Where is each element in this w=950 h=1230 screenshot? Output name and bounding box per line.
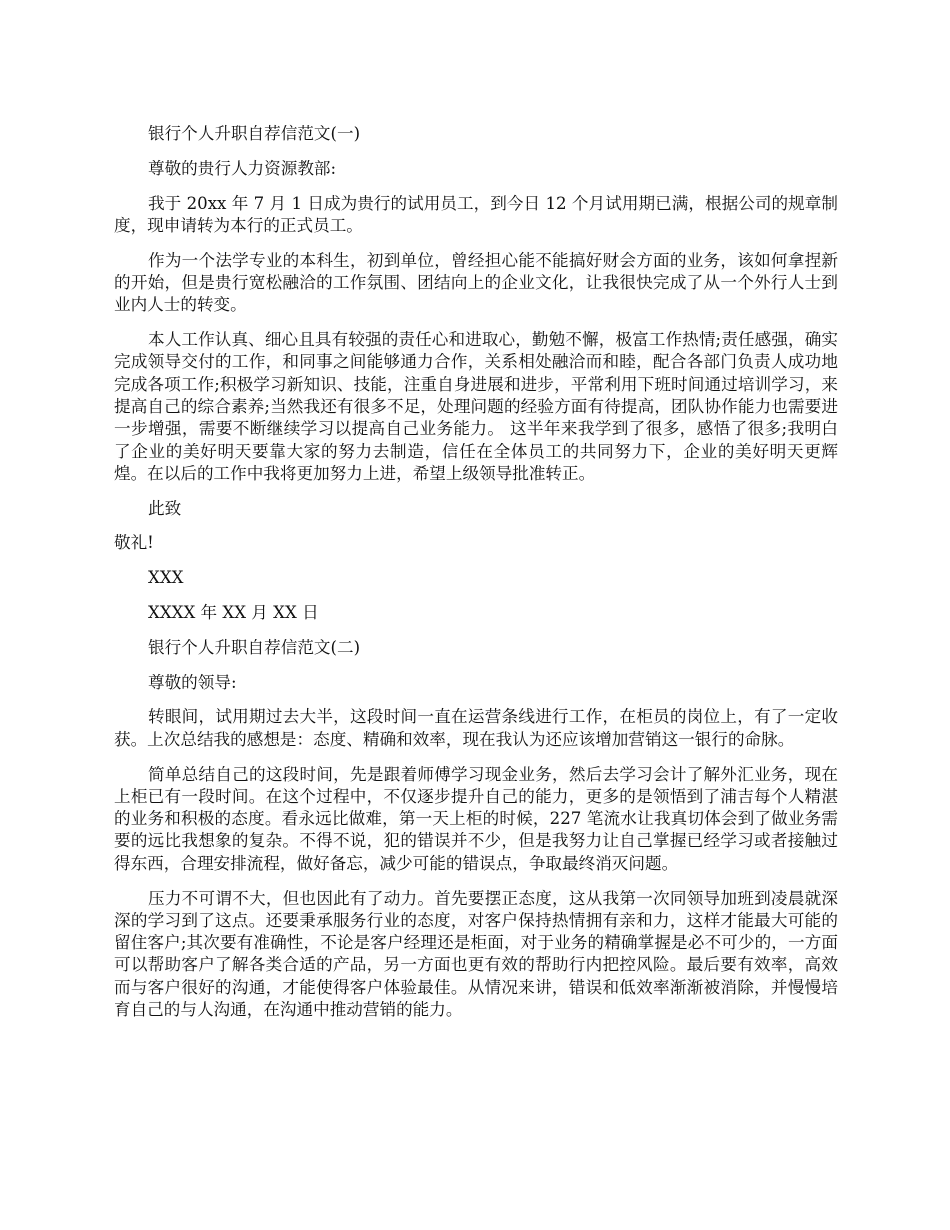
letter1-paragraph-2: 作为一个法学专业的本科生，初到单位，曾经担心能不能搞好财会方面的业务，该如何拿捏新的开始，但是贵行宽松融洽的工作氛围、团结向上的企业文化，让我很快完成了从一个外行人士到业内人士的转变。 xyxy=(114,250,838,315)
letter1-signature: XXX xyxy=(148,568,184,588)
letter1-regards: 敬礼! xyxy=(114,533,154,553)
letter2-paragraph-3: 压力不可谓不大，但也因此有了动力。首先要摆正态度，这从我第一次同领导加班到凌晨就深深的学习到了这点。还要秉承服务行业的态度，对客户保持热情拥有亲和力，这样才能最大可能的留住客户;其次要有准确性，不论是客户经理还是柜面，对于业务的精确掌握是必不可少的，一方面可以帮助客户了解各类合适的产品，另一方面也更有效的帮助行内把控风险。最后要有效率，高效而与客户很好的沟通，才能使得客户体验最佳。从情况来讲，错误和低效率渐渐被消除，并慢慢培育自己的与人沟通，在沟通中推动营销的能力。 xyxy=(114,888,838,1019)
letter1-closing: 此致 xyxy=(148,498,182,518)
letter1-title: 银行个人升职自荐信范文(一) xyxy=(148,124,361,143)
letter2-title: 银行个人升职自荐信范文(二) xyxy=(148,637,361,657)
document-page xyxy=(114,123,838,1034)
letter1-paragraph-3: 本人工作认真、细心且具有较强的责任心和进取心，勤勉不懈，极富工作热情;责任感强，确实完成领导交付的工作，和同事之间能够通力合作，关系相处融洽而和睦，配合各部门负责人成功地完成各项工作;积极学习新知识、技能，注重自身进展和进步，平常利用下班时间通过培训学习，来提高自己的综合素养;当然我还有很多不足，处理问题的经验方面有待提高，团队协作能力也需要进一步增强，需要不断继续学习以提高自己业务能力。 这半年来我学到了很多，感悟了很多;我明白了企业的美好明天要靠大家的努力去制造，信任在全体员工的共同努力下，企业的美好明天更辉煌。在以后的工作中我将更加努力上进，希望上级领导批准转正。 xyxy=(114,330,838,483)
letter2-paragraph-1: 转眼间，试用期过去大半，这段时间一直在运营条线进行工作，在柜员的岗位上，有了一定收获。上次总结我的感想是：态度、精确和效率，现在我认为还应该增加营销这一银行的命脉。 xyxy=(114,707,838,749)
letter1-paragraph-1: 我于 20xx 年 7 月 1 日成为贵行的试用员工，到今日 12 个月试用期已满，根据公司的规章制度，现申请转为本行的正式员工。 xyxy=(114,193,838,235)
letter1-date: XXXX 年 XX 月 XX 日 xyxy=(148,603,319,623)
letter2-salutation: 尊敬的领导: xyxy=(148,672,237,692)
letter1-salutation: 尊敬的贵行人力资源教部: xyxy=(148,158,337,178)
letter2-paragraph-2: 简单总结自己的这段时间，先是跟着师傅学习现金业务，然后去学习会计了解外汇业务，现在上柜已有一段时间。在这个过程中，不仅逐步提升自己的能力，更多的是领悟到了浦吉每个人精湛的业务和积极的态度。看永远比做难，第一天上柜的时候，227 笔流水让我真切体会到了做业务需要的远比我想象的复杂。不得不说，犯的错误并不少，但是我努力让自己掌握已经学习或者接触过得东西，合理安排流程，做好备忘，减少可能的错误点，争取最终消灭问题。 xyxy=(114,764,838,873)
